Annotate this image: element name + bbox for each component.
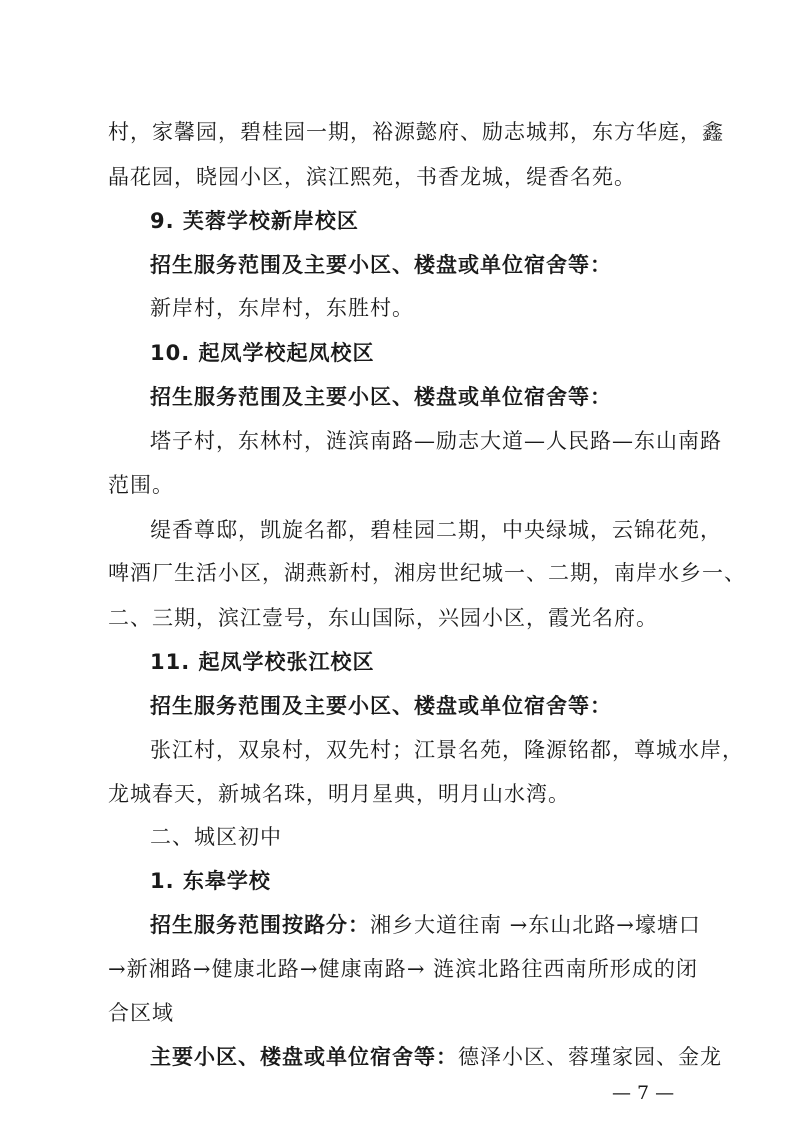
range-label: 招生服务范围按路分： <box>150 913 370 937</box>
range-text: 湘乡大道往南 →东山北路→壕塘口 <box>370 913 701 937</box>
main-label: 主要小区、楼盘或单位宿舍等： <box>150 1045 458 1069</box>
paragraph-line: 张江村，双泉村，双先村；江景名苑，隆源铭都，尊城水岸， <box>150 738 744 762</box>
subheading: 招生服务范围及主要小区、楼盘或单位宿舍等： <box>150 253 612 277</box>
section-heading: 10. 起凤学校起凤校区 <box>150 341 375 365</box>
paragraph-line: 龙城春天，新城名珠，明月星典，明月山水湾。 <box>108 782 570 806</box>
paragraph-line: 塔子村，东林村，涟滨南路—励志大道—人民路—东山南路 <box>150 429 722 453</box>
paragraph-line-mixed <box>150 911 701 939</box>
paragraph-line: 缇香尊邸，凯旋名都，碧桂园二期，中央绿城，云锦花苑， <box>150 518 722 542</box>
section-heading: 1. 东皋学校 <box>150 869 271 893</box>
paragraph-line: →新湘路→健康北路→健康南路→ 涟滨北路往西南所形成的闭 <box>108 957 698 981</box>
paragraph-line-mixed <box>150 1043 722 1071</box>
paragraph-line: 范围。 <box>108 473 174 497</box>
paragraph-line: 啤酒厂生活小区，湖燕新村，湘房世纪城一、二期，南岸水乡一、 <box>108 561 746 585</box>
paragraph-line: 村，家馨园，碧桂园一期，裕源懿府、励志城邦，东方华庭，鑫 <box>108 120 724 144</box>
subheading: 招生服务范围及主要小区、楼盘或单位宿舍等： <box>150 385 612 409</box>
paragraph-line: 晶花园，晓园小区，滨江熙苑，书香龙城，缇香名苑。 <box>108 165 636 189</box>
paragraph-line: 合区域 <box>108 1001 174 1025</box>
paragraph-line: 新岸村，东岸村，东胜村。 <box>150 296 414 320</box>
section-heading: 11. 起凤学校张江校区 <box>150 650 375 674</box>
section-heading: 9. 芙蓉学校新岸校区 <box>150 209 359 233</box>
page-number: — 7 — <box>612 1082 675 1104</box>
chapter-heading: 二、城区初中 <box>150 825 282 849</box>
subheading: 招生服务范围及主要小区、楼盘或单位宿舍等： <box>150 694 612 718</box>
main-text: 德泽小区、蓉瑾家园、金龙 <box>458 1045 722 1069</box>
paragraph-line: 二、三期，滨江壹号，东山国际，兴园小区，霞光名府。 <box>108 606 658 630</box>
